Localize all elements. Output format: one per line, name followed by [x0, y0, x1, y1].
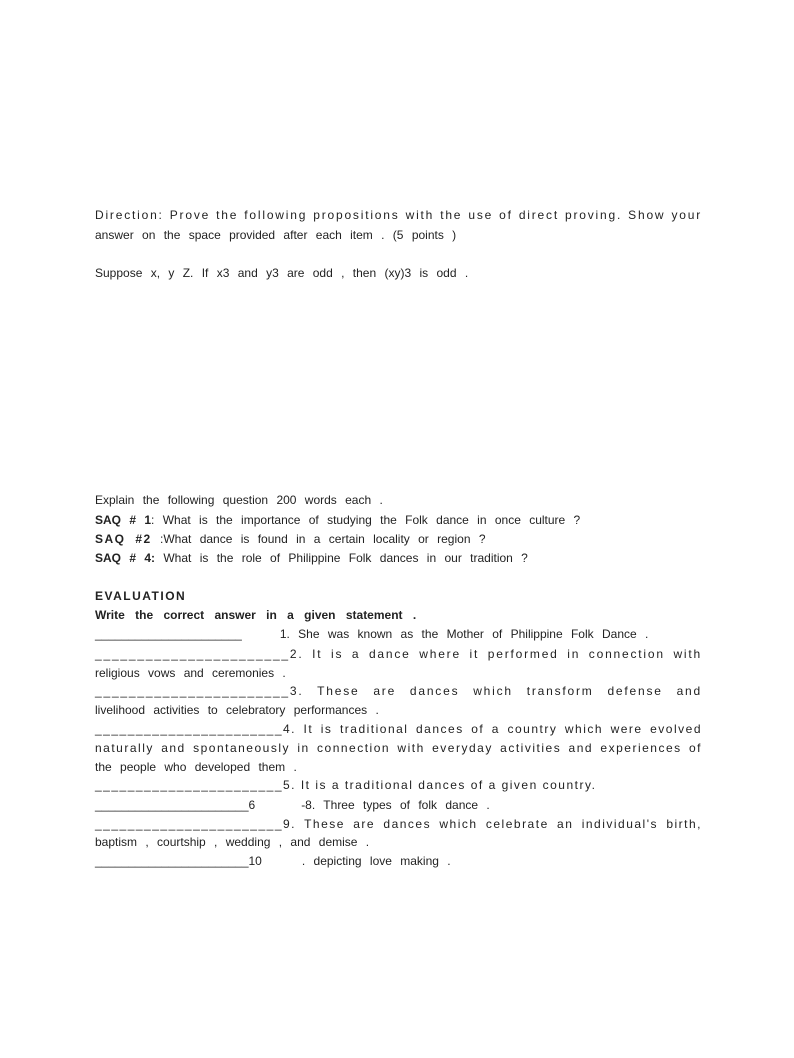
saq-3-label: SAQ # 4:: [95, 551, 156, 565]
direction-line-2: answer on the space provided after each item . (5 points ): [95, 228, 457, 242]
eval-item-4-cont: naturally and spontaneously in connection with everyday activities and experiences of: [95, 741, 702, 755]
answer-blank[interactable]: _______________________: [95, 798, 249, 812]
answer-blank[interactable]: _______________________: [95, 854, 249, 868]
eval-item-6-8: [95, 797, 702, 813]
eval-item-text: -8. Three types of folk dance .: [301, 798, 490, 812]
eval-item-text: 1. She was known as the Mother of Philippine Folk Dance .: [279, 627, 649, 641]
saq-3-text: What is the role of Philippine Folk dances in our tradition ?: [155, 551, 528, 565]
eval-item-number: 6: [248, 798, 256, 812]
eval-item-text: 5. It is a traditional dances of a given country.: [283, 778, 597, 792]
eval-item-9-cont: baptism , courtship , wedding , and demise .: [95, 835, 370, 849]
saq-1-label: SAQ # 1: [95, 513, 152, 527]
answer-blank[interactable]: _______________________: [95, 778, 283, 792]
answer-blank[interactable]: _______________________: [95, 817, 283, 831]
eval-item-9: [95, 816, 702, 832]
eval-item-4: [95, 721, 702, 737]
eval-item-3: [95, 683, 702, 699]
direction-line-1: Direction: Prove the following propositions with the use of direct proving. Show your: [95, 208, 702, 222]
evaluation-heading: EVALUATION: [95, 589, 187, 603]
eval-item-4-cont-2: the people who developed them .: [95, 760, 297, 774]
eval-item-number: 10: [248, 854, 262, 868]
eval-item-5: [95, 777, 702, 793]
eval-item-text: 4. It is traditional dances of a country which were evolved: [283, 722, 702, 736]
saq-2: [95, 531, 702, 547]
eval-item-text: 2. It is a dance where it performed in connection with: [289, 647, 702, 661]
eval-item-2: [95, 646, 702, 662]
saq-2-label: SAQ #2: [95, 532, 152, 546]
eval-item-3-cont: livelihood activities to celebratory performances .: [95, 703, 379, 717]
saq-1: [95, 512, 702, 528]
eval-item-text: 9. These are dances which celebrate an individual's birth,: [283, 817, 702, 831]
evaluation-instruction: Write the correct answer in a given statement .: [95, 608, 417, 622]
saq-1-text: : What is the importance of studying the Folk dance in once culture ?: [151, 513, 581, 527]
answer-blank[interactable]: _______________________: [95, 647, 290, 661]
saq-3: [95, 550, 702, 566]
eval-item-2-cont: religious vows and ceremonies .: [95, 666, 286, 680]
eval-item-1: [95, 626, 702, 642]
eval-item-text: 3. These are dances which transform defense and: [289, 684, 702, 698]
eval-item-text: . depicting love making .: [301, 854, 451, 868]
answer-blank[interactable]: _______________________: [95, 722, 283, 736]
saq-2-text: :What dance is found in a certain locality or region ?: [151, 532, 486, 546]
eval-item-10: [95, 853, 702, 869]
answer-blank[interactable]: _______________________: [95, 684, 290, 698]
answer-blank[interactable]: ______________________: [95, 627, 242, 641]
proposition: Suppose x, y Z. If x3 and y3 are odd , then (xy)3 is odd .: [95, 266, 469, 280]
explain-intro: Explain the following question 200 words each .: [95, 493, 383, 507]
